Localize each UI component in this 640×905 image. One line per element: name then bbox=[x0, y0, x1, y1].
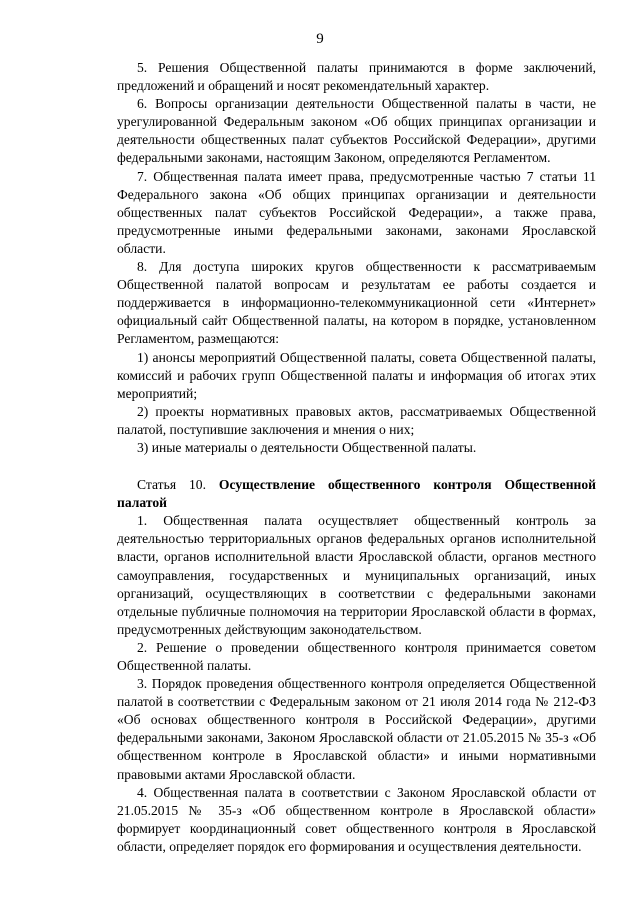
article-paragraph-3: 3. Порядок проведения общественного контроля определяется Общественной палатой в соответствии с Федеральным законом от 21 июля 2014 года № 212-ФЗ «Об основах общественного контроля в Российской Федерации», другими федеральными законами, Законом Ярославской области от 21.05.2015 № 35-з «Об общественном контроле в Ярославской области» и иными нормативными правовыми актами Ярославской области. bbox=[117, 676, 596, 782]
list-item-1: 1) анонсы мероприятий Общественной палаты, совета Общественной палаты, комиссий и рабочих групп Общественной палаты и информация об итогах этих мероприятий; bbox=[117, 349, 596, 401]
list-item-2: 2) проекты нормативных правовых актов, рассматриваемых Общественной палатой, поступившие заключения и мнения о них; bbox=[117, 403, 596, 437]
document-body bbox=[117, 59, 596, 856]
article-paragraph-4: 4. Общественная палата в соответствии с Законом Ярославской области от 21.05.2015 № 35-з «Об общественном контроле в Ярославской области» формирует координационный совет общественного контроля в Ярославской области, определяет порядок его формирования и осуществления деятельности. bbox=[117, 784, 596, 854]
article-heading bbox=[117, 476, 596, 512]
article-paragraph-1: 1. Общественная палата осуществляет общественный контроль за деятельностью территориальных органов федеральных органов исполнительной власти, органов исполнительной власти Ярославской области, органов местного самоуправления, государственных и муниципальных организаций, иных организаций, осуществляющих в соответствии с федеральными законами отдельные публичные полномочия на территории Ярославской области в формах, предусмотренных действующим законодательством. bbox=[117, 513, 596, 637]
paragraph-item-5: 5. Решения Общественной палаты принимаются в форме заключений, предложений и обращений и носят рекомендательный характер. bbox=[117, 60, 596, 94]
article-title: Осуществление общественного контроля Общественной палатой bbox=[117, 477, 596, 511]
paragraph-item-7: 7. Общественная палата имеет права, предусмотренные частью 7 статьи 11 Федерального закона «Об общих принципах организации и деятельности общественных палат субъектов Российской Федерации», а также права, предусмотренные иными федеральными законами, законами Ярославской области. bbox=[117, 168, 596, 256]
paragraph-item-6: 6. Вопросы организации деятельности Общественной палаты в части, не урегулированной Федеральным законом «Об общих принципах организации и деятельности общественных палат субъектов Российской Федерации», другими федеральными законами, настоящим Законом, определяются Регламентом. bbox=[117, 96, 596, 166]
paragraph-item-8: 8. Для доступа широких кругов общественности к рассматриваемым Общественной палатой вопросам и результатам ее работы создается и поддерживается в информационно-телекоммуникационной сети «Интернет» официальный сайт Общественной палаты, на котором в порядке, установленном Регламентом, размещаются: bbox=[117, 259, 596, 347]
article-paragraph-2: 2. Решение о проведении общественного контроля принимается советом Общественной палаты. bbox=[117, 639, 596, 673]
page-number: 9 bbox=[316, 31, 324, 47]
section-gap bbox=[117, 457, 596, 476]
article-label: Статья 10. bbox=[137, 477, 206, 493]
list-item-3: 3) иные материалы о деятельности Общественной палаты. bbox=[137, 439, 477, 455]
